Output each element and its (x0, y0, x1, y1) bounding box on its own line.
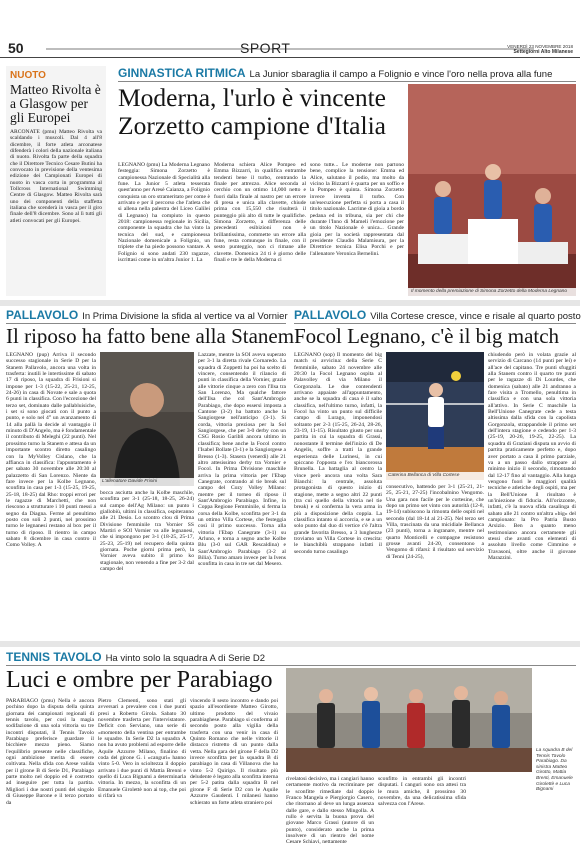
section-band-2 (0, 641, 580, 647)
volley-photo-image (386, 352, 484, 480)
article4-kicker-sub: Ha vinto solo la squadra A di Serie D2 (105, 653, 266, 664)
article1-col2: Moderna schiera Alice Pompeo ed Emma Bizzarri, in qualifica entrambe tendenti bene il turbo, centrando la finale per attrezzo. Alice seconda al cerchio con un ottimo 14,000 netto e fuori dalla finale al nastro per un errore di presa e unica alla clavette, chiude prima con 15,550 che risulterà il punteggio più alto di tutte le qualifiche. Simona Zorzetto, a differenza delle precedenti esibizioni non è brillantissima, commette un errore alla fune, resta comunque in finale, con il sesto punteggio, non ci rimane alle clavette. Domenica 24 ti è giorno delle finali e tre le della Moderna ci (214, 162, 306, 264)
team-photo (286, 668, 532, 772)
coach-photo-image (100, 352, 194, 486)
issue-date: VENERDÌ 23 NOVEMBRE 2018 (507, 44, 573, 49)
article3-kicker-sub: Villa Cortese cresce, vince e risale al quarto posto (370, 311, 581, 322)
coach-photo (100, 352, 194, 486)
article1-kicker-sub: La Junior sbaraglia il campo a Folignio e vince l'oro nella prova alla fune (249, 69, 553, 80)
article2-col1: LEGNANO (pup) Arriva il secondo successo stagionale in Serie D per la Stanem Pallavolo, ancora una volta in trasferta: inutili le intertissime di sabato 17 di riposo, la squadra di Frisioni si impone per 1-3 (15-22, 25-21, 12-25, 24-26) in casa di Novate e sale a quota 6 punti in classifica. Con l'eccezione del terzo set, dominato dalle pallabluisiche, i set si sono giocati con il punto a punto, e solo nel 4° un avanzamento di 14 alla pallà la decide al vantaggio il minuto di D'Angelo, ma è fondamentale il contributo di Meleghi (22 punti). Nel prossimo turno la Stanem e attesa da un importante scontro diretto casalingo con la MyVolley Cislano, che la affianca in classifica: l'appuntamento è per sabato 30 novembre alle 20:30 al palazzetto di San Lorenzo. Niente da fare invece per la Kolbe Legnano, sconfitta in casa per 1-3 (15-25, 19-25, 25-18, 18-25) dal Rho: troppi errori per le ragazze di Marchetti, che non riescono a strutturare i 10 punti messi a segno da Diagna. Ferme al penultimo posto con soli 2 punti, nel prossimo turno le legnanesi restano al box per il turno di riposo. Il rientro in campo sabato 8 dicembre in casa contro il Como Volley. A (6, 352, 97, 549)
sidebar-nuoto (6, 66, 106, 296)
volley-photo-caption: Caterina Bellanca di Villa Cortese (386, 472, 484, 480)
article2-col3: Lazzate, mentre la SOI aveva superato per 3-1 la diretta rivale Cornaredo. La squadra di Zoppetti ha poi ha scelto di vincere, consentendo il rilancio di punti in classifica della Vornier, grazie alle vittorie cinque a zero con l'Ilsa tra San Lorenzo, Ma qualche fattore dell'Ilsa che col Sant'Ambrogio Parabiago, che dopo essersi imposta a Cantone (3-2) ha battuto anche la Sangiorgese nell'anticipo (3-1). Si corda, vittoria preziosa per la Sol Sangiorgese, che per 3-0 derby con un CSG Rosio Garibli ancora ultimo in classifica; bene anche la Focol contro l'Isabel Bollate (3-1) e la Sangiorgese a Bresso (1-3). Stasera (venerdì) alle 21 altro attesissimo derby tra Vornier e Focol. In Prima Divisione maschile arriva la prima vittoria per l'Ebap Canegrate, contrando al tie break sul campo del Cozy Volley Milano: mentre per il torneo di riposo il Sant'Ambrogio Parabiago. Infine, in Coppa Regione Femminile, si ferma la corsa della Kolbe, sconfitta per 3-1 da un ottimo Villa Cortese, che festeggia così il primo successo. Torna alla vittoria l'Ebap Canegrate (3-1) su Arluno, e torna a segno anche Kolbe Blu (3-0 sul GAR Rescaldina) e Sant'Ambrogio Parabiago (3-2 al Bilia). Turno amaro invece per la Ivens sconfitta in casa in tre set dal Mesero. (198, 352, 286, 568)
article3-col1: LEGNANO (sop) Il momento del big match si avvicina: della Serie C femminile, sabato 24 novembre alle 20:30 la Focol Legnano ospita al Palavolley di via Milano il Gorgonzola. Le due contendenti arrivano appaiate all'appuntamento, anche se la squadra di casa è il salto classifica, nell'ultimo turno, infatti, la Focol ha vinto un punto sul difficile campo di Lurago, imponendosi soltanto per 2-3 (15-25, 26-24, 28-26, 23-19, 11-15). Risultato giusto per una partita in cui la squadra di Grassi, nonostante il termine dell'inizio di De Angelis, soffre a tratti la grande esperienza delle Lurinesi, in cui spiccano l'opposta e l'ex biancorossa Brunella. La battaglia al centro la vince però ancora una volta Sara Bianchi: la centrale, assoluta protagonista di questo inizio di stagione, mette a segno altri 22 punti (tra cui quello della vittoria nel tie break) e si conferma la vera arma in più a disposizione della coppia. La classifica intanto si accorcia, e se a un solo punto dal duo di vertice c'è l'altra grande favorita Bresso, a 3 lunghezze troviamo un Villa Cortese in crescita: le bianchiblù strappano infatti il secondo turno casalingo (294, 352, 382, 555)
section-title: SPORT (240, 40, 291, 56)
article2-kicker-sub: In Prima Divisione la sfida al vertice va al Vornier (82, 311, 288, 322)
sidebar-kicker: NUOTO (10, 70, 46, 81)
article1-kicker: GINNASTICA RITMICA (118, 66, 246, 80)
article1-headline-line2: Zorzetto campione d'Italia (118, 111, 386, 140)
award-photo-image (408, 84, 576, 296)
article1-col3: sono tutte... Le moderne non partono bene, complice la tensione: Emma ed Alice, salutano il podio, ma molto da vicino la Bizzarri è quarta per un soffio e la Pompeo è quinta. Simona Zorzetto invece inventa il turbo. Con un'esecuzione perfetta si porta a casa il titolo nazionale. Lacrime di gioia a bordo pedana ed in tribuna, sia per chi che durante l'Inno di Mameli l'emozione per un titolo Nazionale è unica... Grande gioia per la società rappresentata dal presidente Claudio Malamisura, per la Direttrice tecnica Elisa Porchi e per l'allenatore Veronica Bernelini. (310, 162, 404, 257)
award-photo-caption: Il momento della premiazione di Simona Zorzetto della Moderna Legnano (408, 288, 576, 296)
article2-kicker: PALLAVOLO (6, 308, 79, 322)
sidebar-title: Matteo Rivolta è a Glasgow per gli Europei (10, 82, 101, 125)
page-number: 50 (8, 40, 24, 56)
article3-col2: consecutivo, battendo per 3-1 (25-21, 21-25, 25-21, 27-25) l'incobalnino Vengomo. Una gara non facile per le cortesine, che dopo un primo set vinto con autorità (12-8, 19-14) subiscono la rimonta delle ospiti nel secondo (dal 18-14 al 21-25). Nel terzo set Villa, trascinata da una micidiale Bellanca (23 punti), torna a ingranare, mentre nel quarto Monticelli e compagne resistono grosse avanti 24-20, consentono a Vengomo di rifarsi: il risultato sul servizio di Tenni (24-25), (386, 484, 484, 560)
article1-headline-line1: Moderna, l'urlo è vincente (118, 83, 386, 112)
article4-kicker: TENNIS TAVOLO (6, 650, 102, 664)
article1-headline (118, 84, 403, 140)
article4-col1: PARABIAGO (pmu) Nella è ancora pochino dopo la disputa della quinta giornata dei campionati regionali di tennis tavolo, per così la magia sodifazione di una sola vittoria su tre incontri disputati, il Tennis Tavolo Parabiago preferisce guardare il bicchiere mezzo pieno. Siamo l'equilibrio presente nelle classifiche, ogni ambizione merita di essere coltivata. Nella sfida con Arese valida per il girone B di Serie D1, Parabiago parte molto nel doppio ed è costretto ad inseguire per tutta la partita. Migliori i due nostri punti del singolo di Giuseppe Barone e il terzo portato da (6, 698, 94, 806)
article4-col5: sconfitto in entrambi gli incontri disputati. I canguri sono ora attesi tra le mura amiche, il prossimo 30 novembre, da una delicatissima sfida salvezza con l'Arese. (378, 776, 466, 808)
article3-kicker-line (294, 306, 581, 324)
edition-name: Settegiorni Alto Milanese (513, 48, 573, 55)
article3-kicker: PALLAVOLO (294, 308, 367, 322)
article4-col3: vincendo il sesto incontro e dando poi spazio all'esordiente Matteo Girotto, ultimo prodotto del vivaio parabiaghese. Parabiago si conferma al secondo posto alla vigilia della trasferta con una venir in casa di Quinto Romano che nelle vittorie il distacco ristretto di un punto dalla vetta. Nella gara del girone F della D2 invece sconfitta per la squadra B di parabiago in casa di Villanova che ha vinto 5-2 Quirigo. Il risultato più deludente è legato alla sconfitta interna per 5-2 patita dalla squadra B nel girone F di Serie D2 con le Aquile Azzurre Gaudenti. I milanesi hanno schierato un forte atleta straniero poi (190, 698, 278, 806)
coach-photo-caption: L'allenatore Davide Frisini (100, 478, 194, 486)
volley-photo (386, 352, 484, 480)
article2-headline: Il riposo ha fatto bene alla Stanem (6, 324, 295, 348)
team-photo-caption: La squadra B del Tennis Tavolo Parabiago. Da sinistra Matteo Girotto, Mattia Brenti, Emanuele Girolettè e Luca Bignami (536, 748, 573, 793)
team-photo-image (286, 668, 532, 772)
article1-kicker-line (118, 64, 576, 82)
article1-col1: LEGNANO (pmu) La Moderna Legnano festeggia: Simona Zorzetto è campionessa Nazionale di Specialità alla fune. La Junior 5 atleta tesserata quest'anno per Aresè Caianza, a Folignio conquista un oro strameritato per come è arrivato e per il percorso che l'atleta che si allena nella palestra del Liceo Galilei di Legnano) ha compiuto in questo 2018: campionessa regionale in Sicilia, componente la squadra che ha vinto la tecnica del sud, e campionessa Nazionale domenicale a Folignio, un triplete che ha piedo possono vantare. A Folignio si sono andati 230 ragazze, iscrittasi come in un'altra Junior 1. La (118, 162, 210, 264)
article4-col2: Pietro Clementi, sono stati gli avversari a prevalere con i due punti presi a Roberto Girola. Sabato 30 novembre trasferta per l'intervistatore. Deficit con Serviano, una serie di «momento della ventina per entrambe le squadre. In Serie D2 la squadra A non ha avuto problemi ad esporre delle Aquile Azzurre Milano, finalino di coda del girone G. i «canguri» hanno vinto 5-0. Vero in scioltezza il doppio arrivato i due punti di Mattia Brenni e quello di Luca Bignami a determinarla vittoria. In mezzo, la sconfitta di un Emanuele Girolettè non ai top, che poi si rifarà va (98, 698, 186, 800)
sidebar-body: ARCONATE (pmu) Matteo Rivolta va scaldando i muscoli. Dal 4 all'8 dicembre, il forte atleta arconatese difenderà i colori della nazionale italiana di nuoto. Rivolta fa parte della squadra che il Direttore Tecnico Cesare Butini ha convocato in previsione della ventesima edizione dei Campionati Europei di nuoto in vasca corta in programma al Tollcross International Swimming Centre di Glasgow. Matteo Rivolta sarà uno dei componenti della staffetta italiana che scenderà in vasca per il giro finale dell'8 dicembre. Sono al lì tutti gli atleti convocati per gli Europei. (10, 129, 102, 224)
article3-col3: chiudendo però in volata grazie al servizio di Carcano (14 punti per lei) e all'ace del capitano. Tre punti sfuggiti alla Stanem contro il quarto tre punti per le ragazze di Di Lourdes, che domenica (sabato) alle 21 andranno a fare visita a Tromello, penultima in classifica e con una sola vittoria all'attivo. In Serie C maschile la Bell'Unione Canegrate cede a testa altissima dalla sfida con la capolista Gorgonzola, strappandole il primo set dell'intera stagione e cedendo per 1-3 (25-19, 20-26, 19-25, 22-25). La squadra di Graziani disputa un avvio di partita praticamente perfetto e, dopo aver portato a casa il primo parziale, va a un passo dallo strappare al minimo inizio il secondo, rimontando dal 12-17 fino al vantaggio. Alla lunga vengono fuori le maggiori qualità tecniche e atletiche degli ospiti, ma per la Bell'Unione il risultato è un'iniezione di fiducia. All'orizzonte, infatti, c'è la nuova sfida casalinga di sabato alle 21 contro un'altra «big» del campionato: la Pro Patria Busto Arsizio. Ben a quanto meno testimoniano ancora certamente gli stessi che avanti con elementi di assoluto livello come Cimmino e Travasoni, oltre anche il giovane Marazzini. (488, 352, 576, 561)
article3-headline: Focol Legnano, c'è il big match (294, 324, 560, 348)
article2-kicker-line (6, 306, 286, 324)
award-photo (408, 84, 576, 296)
issue-info (470, 44, 573, 55)
article4-headline: Luci e ombre per Parabiago (6, 667, 273, 693)
article2-col2: bocca asciutta anche la Kolbe maschile, sconfitta per 3-1 (25-18, 18-25, 26-24) sul campo dell'Ag Milano: un punto i giallobiù, ultimi in classifica, ospiteranno alle 21 Desio. Lo scontro clou di Prima Divisione femminile tra Vornier SS Martiri e SOI Vornier va alle legnanesi, che si impongono per 3-1 (18-25, 25-17, 25-23, 25-19) nel recupero della quinta giornata. Poche giorni prima però, la Vornier aveva subito il primo ko stagionale, non venendo a fine per 3-2 dal campo del (100, 490, 194, 573)
article4-col4: rivelatosi decisivo, ma i cangiari hanno certamente motivo da recriminare per le sconfitte rimediate dal doppio Franco Mangela e Piergiorgio Casero, che ritornano al deve un lunga assenza dalle gare, e dallo stesso Mingolla. A rullo è servita la buona prova del giovane Marco Grassi (autore di un punto), considerato anche la prima insolvere di un rientro del nome Cesare Schiavi, nettamente (286, 776, 374, 846)
article4-kicker-line (6, 648, 576, 666)
